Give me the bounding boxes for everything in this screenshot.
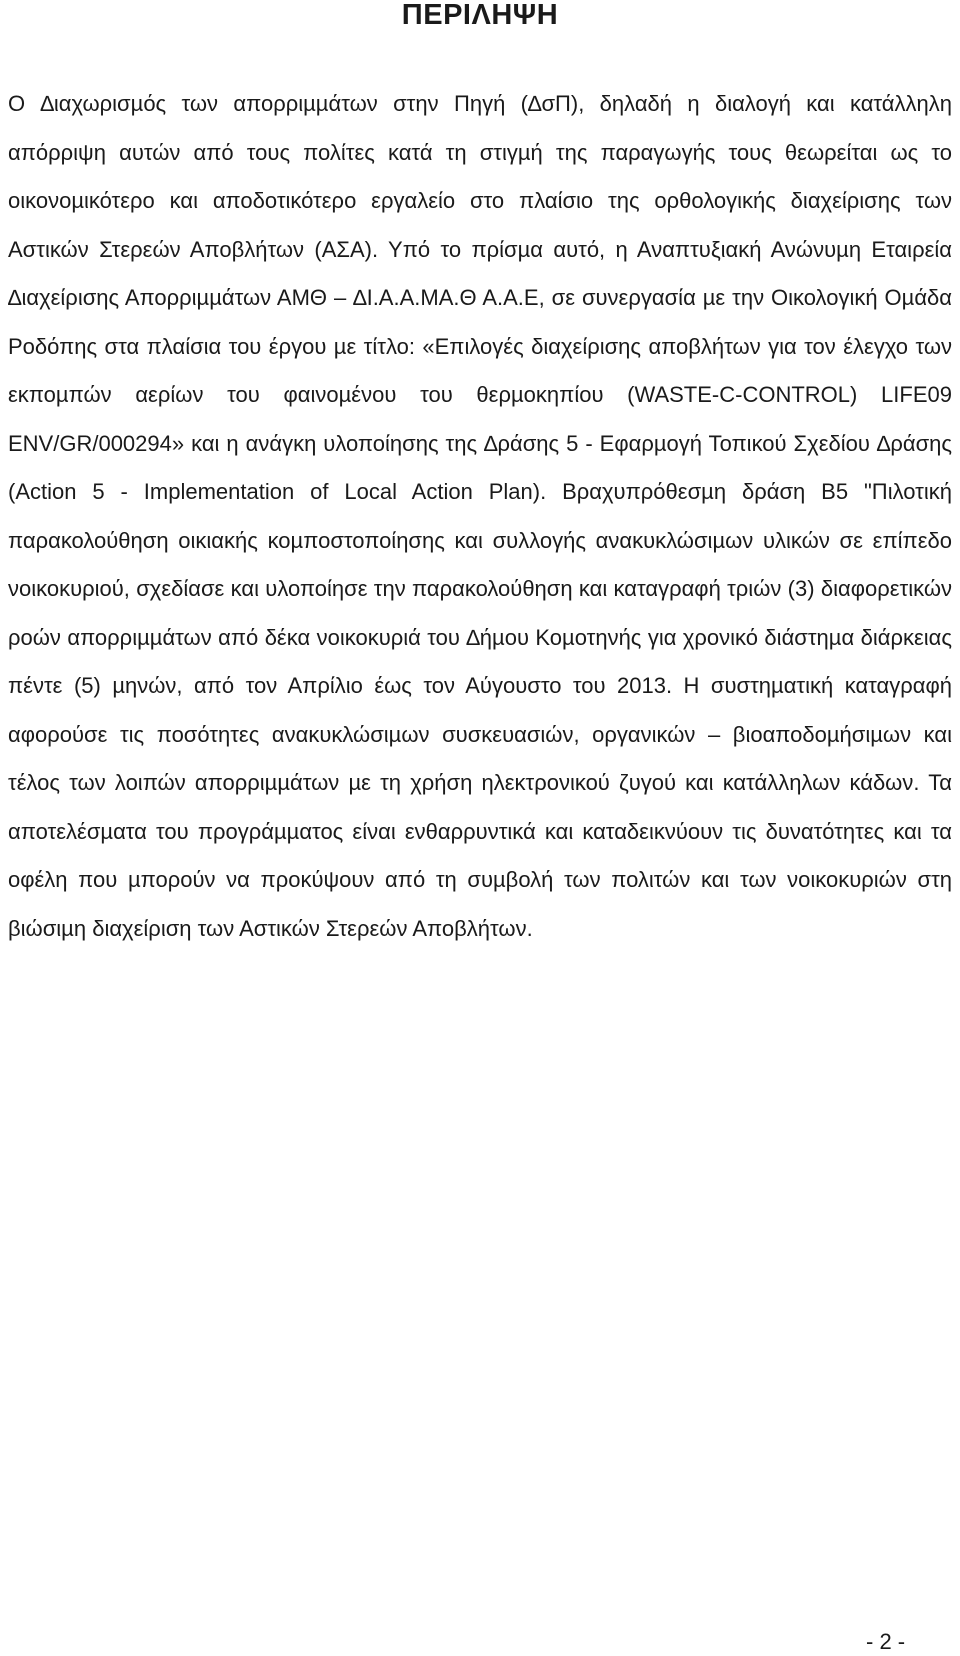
page-number: - 2 - [866,1629,906,1654]
summary-paragraph: Ο ∆ιαχωρισµός των απορριµµάτων στην Πηγή (∆σΠ), δηλαδή η διαλογή και κατάλληλη απόρριψη αυτών από τους πολίτες κατά τη στιγµή της παραγωγής τους θεωρείται ως το οικονοµικότερο και αποδοτικότερο εργαλείο στο πλαίσιο της ορθολογικής διαχείρισης των Αστικών Στερεών Αποβλήτων (ΑΣΑ). Υπό το πρίσµα αυτό, η Αναπτυξιακή Ανώνυµη Εταιρεία ∆ιαχείρισης Απορριµµάτων ΑΜΘ – ∆Ι.Α.Α.ΜΑ.Θ Α.Α.Ε, σε συνεργασία µε την Οικολογική Οµάδα Ροδόπης στα πλαίσια του έργου µε τίτλο: «Επιλογές διαχείρισης αποβλήτων για τον έλεγχο των εκποµπών αερίων του φαινοµένου του θερµοκηπίου (WASTE-C-CONTROL) LIFE09 ENV/GR/000294» και η ανάγκη υλοποίησης της ∆ράσης 5 - Εφαρµογή Τοπικού Σχεδίου ∆ράσης (Action 5 - Implementation of Local Action Plan). Βραχυπρόθεσµη δράση Β5 "Πιλοτική παρακολούθηση οικιακής κοµποστοποίησης και συλλογής ανακυκλώσιµων υλικών σε επίπεδο νοικοκυριού, σχεδίασε και υλοποίησε την παρακολούθηση και καταγραφή τριών (3) διαφορετικών ροών απορριµµάτων από δέκα νοικοκυριά του ∆ήµου Κοµοτηνής για χρονικό διάστηµα διάρκειας πέντε (5) µηνών, από τον Απρίλιο έως τον Αύγουστο του 2013. Η συστηµατική καταγραφή αφορούσε τις ποσότητες ανακυκλώσιµων συσκευασιών, οργανικών – βιοαποδοµήσιµων και τέλος των λοιπών απορριµµάτων µε τη χρήση ηλεκτρονικού ζυγού και κατάλληλων κάδων. Τα αποτελέσµατα του προγράµµατος είναι ενθαρρυντικά και καταδεικνύουν τις δυνατότητες και τα οφέλη που µπορούν να προκύψουν από τη συµβολή των πολιτών και των νοικοκυριών στη βιώσιµη διαχείριση των Αστικών Στερεών Αποβλήτων. [8,91,952,941]
page-title: ΠΕΡΙΛΗΨΗ [401,0,559,31]
